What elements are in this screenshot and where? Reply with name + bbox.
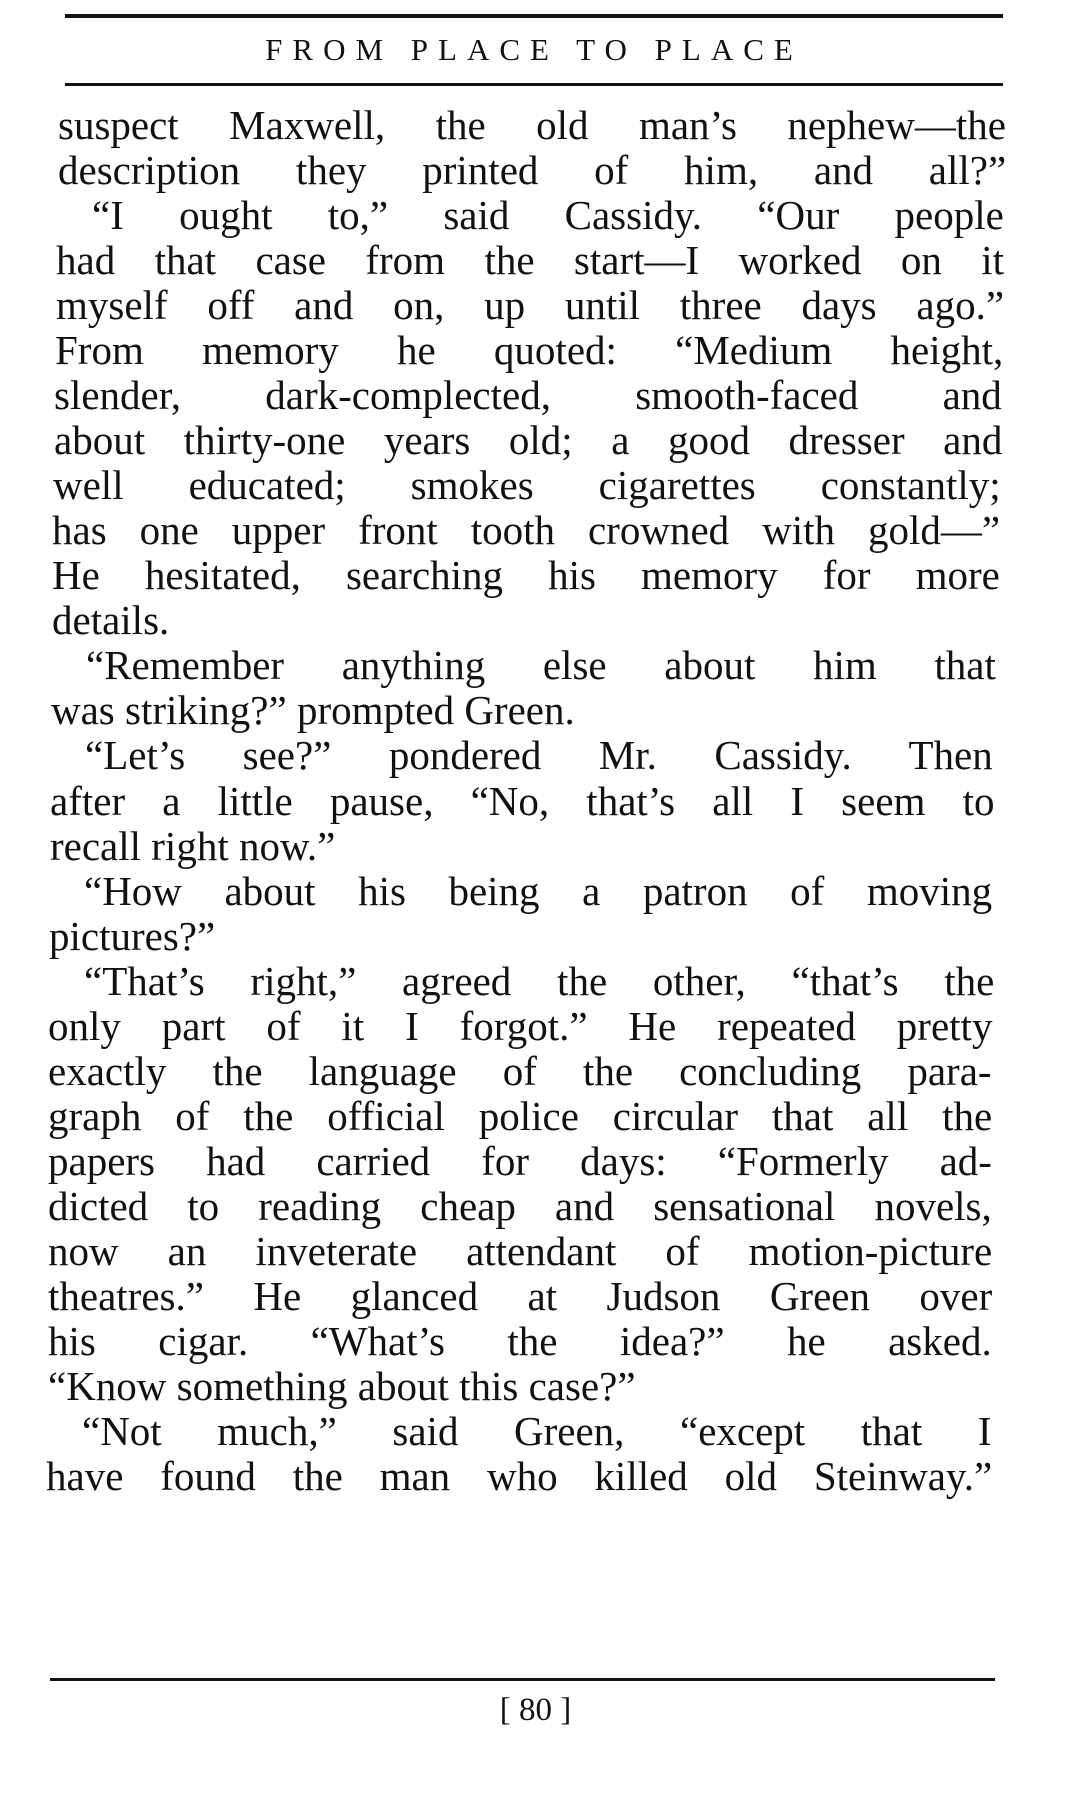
text-line: “Let’s see?” pondered Mr. Cassidy. Then <box>85 732 993 778</box>
text-line: only part of it I forgot.” He repeated pretty <box>48 1003 993 1049</box>
text-line: suspect Maxwell, the old man’s nephew—the <box>58 102 1006 148</box>
text-line: well educated; smokes cigarettes constantly; <box>53 462 1001 508</box>
header-bottom-rule <box>65 83 1003 86</box>
text-line: papers had carried for days: “Formerly ad- <box>48 1138 992 1184</box>
text-line: description they printed of him, and all?” <box>58 147 1007 193</box>
text-line: “Not much,” said Green, “except that I <box>82 1408 992 1454</box>
header-top-rule <box>65 14 1003 18</box>
text-line: “Know something about this case?” <box>48 1363 636 1409</box>
text-line: theatres.” He glanced at Judson Green over <box>48 1273 993 1319</box>
text-line: had that case from the start—I worked on it <box>56 237 1005 283</box>
text-line: have found the man who killed old Steinway.” <box>46 1453 993 1499</box>
text-line: myself off and on, up until three days ago.” <box>56 282 1005 328</box>
running-head: FROM PLACE TO PLACE <box>265 32 803 67</box>
text-line: recall right now.” <box>50 823 336 869</box>
page-number: [ 80 ] <box>499 1692 572 1728</box>
text-line: graph of the official police circular that all the <box>48 1093 993 1139</box>
text-line: pictures?” <box>49 913 216 959</box>
text-line: his cigar. “What’s the idea?” he asked. <box>48 1318 992 1364</box>
text-line: about thirty-one years old; a good dresser and <box>54 417 1003 463</box>
text-line: slender, dark-complected, smooth-faced and <box>54 372 1002 418</box>
text-line: He hesitated, searching his memory for more <box>52 552 1000 598</box>
text-line: “Remember anything else about him that <box>86 642 996 688</box>
text-line: “That’s right,” agreed the other, “that’s the <box>84 958 995 1004</box>
text-line: exactly the language of the concluding para- <box>48 1048 992 1094</box>
footer-rule <box>50 1678 995 1681</box>
text-line: details. <box>52 597 170 643</box>
text-line: was striking?” prompted Green. <box>51 687 575 733</box>
text-line: “How about his being a patron of moving <box>84 868 993 914</box>
text-line: “I ought to,” said Cassidy. “Our people <box>92 192 1004 238</box>
text-line: after a little pause, “No, that’s all I seem to <box>50 778 995 824</box>
text-line: dicted to reading cheap and sensational novels, <box>48 1183 992 1229</box>
text-line: has one upper front tooth crowned with gold—” <box>52 507 1001 553</box>
text-line: now an inveterate attendant of motion-picture <box>48 1228 993 1274</box>
text-line: From memory he quoted: “Medium height, <box>55 327 1004 373</box>
